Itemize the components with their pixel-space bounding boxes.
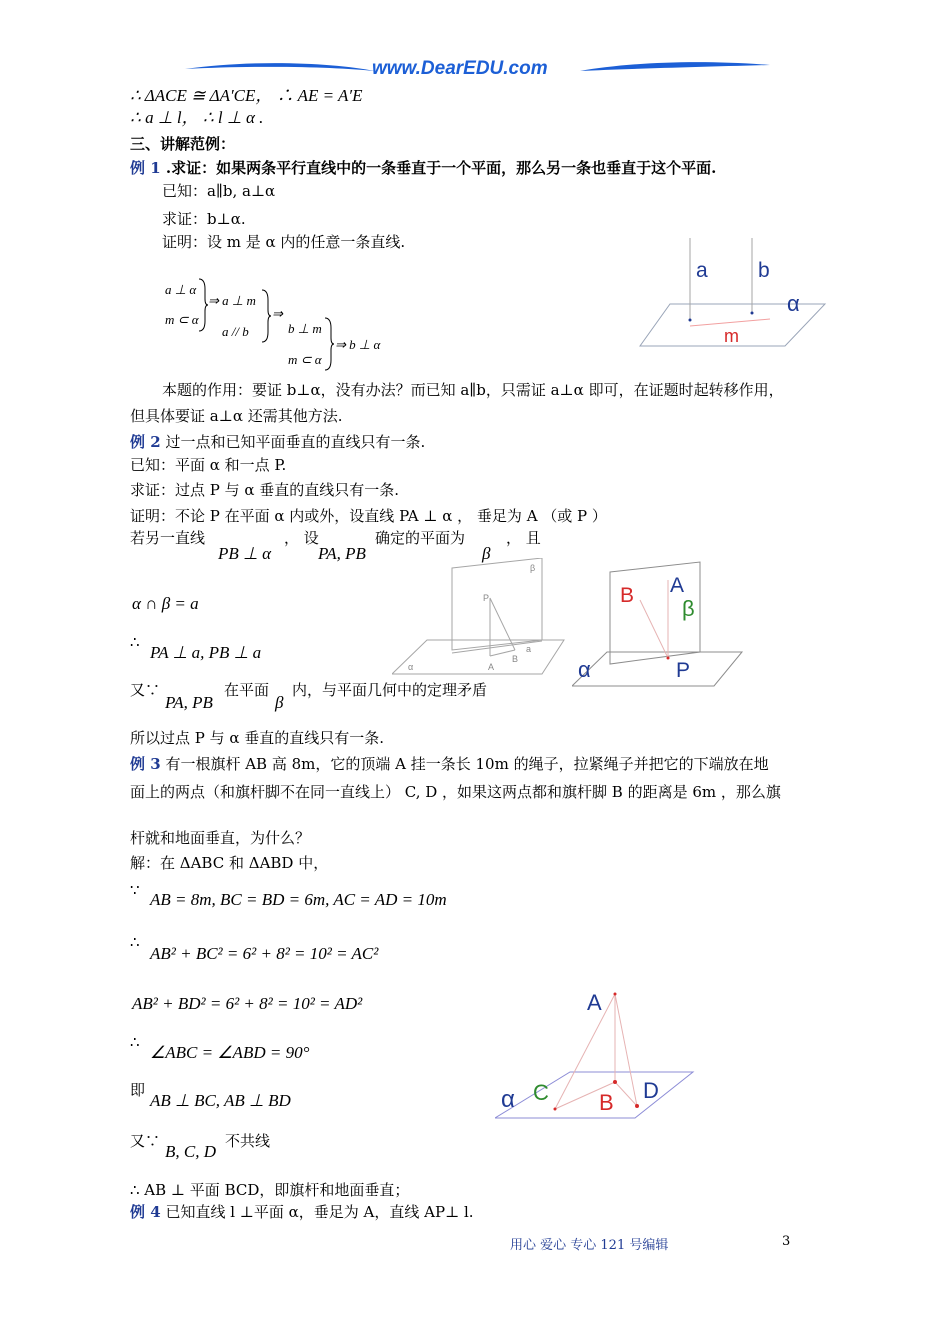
ex1-remark-1: 本题的作用：要证 b⊥α，没有办法？而已知 a∥b，只需证 a⊥α 即可，在证题时起转移作用， (162, 381, 784, 399)
ex4-label: 例 4 (130, 1203, 161, 1221)
ex2-proof-2f: β (482, 544, 491, 563)
ex3-eq1: AB = 8m, BC = BD = 6m, AC = AD = 10m (150, 890, 447, 909)
ex1-label-alpha: α (787, 291, 800, 316)
brace-2-icon (260, 288, 272, 344)
ex2-proof-2g: ， 且 (506, 529, 541, 547)
ex3-final: ∴ AB ⊥ 平面 BCD，即旗杆和地面垂直； (130, 1181, 410, 1199)
ex2-also-beta: β (275, 693, 284, 712)
ex3-solution-intro: 解：在 ΔABC 和 ΔABD 中， (130, 854, 329, 872)
ex3-label-D: D (643, 1078, 659, 1103)
ex3-therefore: ∴ (130, 933, 140, 951)
ex3-also: 又∵ (130, 1132, 161, 1150)
section-title: 三、讲解范例： (130, 135, 236, 153)
site-link[interactable]: www.DearEDU.com (372, 58, 548, 79)
ex2-big-A: A (670, 574, 685, 597)
ex3-label-alpha: α (501, 1086, 515, 1113)
chain-c1a: a ⊥ α (165, 282, 197, 297)
ex1-line-m (690, 319, 770, 326)
ex2-big-beta: β (682, 596, 695, 621)
ex2-big-alpha: α (578, 657, 591, 682)
ex2-line (130, 432, 425, 452)
ex1-statement: .求证：如果两条平行直线中的一条垂直于一个平面，那么另一条也垂直于这个平面. (160, 159, 717, 177)
ex2-perp: PA ⊥ a, PB ⊥ a (150, 643, 262, 662)
ex1-line (130, 158, 716, 178)
ex2-big-plane-alpha (572, 652, 742, 686)
ex2-proof-2a: 若另一直线 (130, 529, 206, 547)
ex1-remark-2: 但具体要证 a⊥α 还需其他方法. (130, 407, 343, 425)
ex2-big-B: B (620, 584, 635, 607)
ex3-figure (495, 982, 700, 1122)
ex3-ie: 即 (130, 1081, 146, 1099)
ex3-label-A: A (587, 990, 602, 1015)
top-line-2: ∴ a ⊥ l， ∴ l ⊥ α . (130, 108, 264, 127)
ex2-figure-big (572, 560, 744, 690)
ex2-intersect: α ∩ β = a (132, 594, 199, 613)
ex2-small-A: A (488, 662, 495, 672)
ex3-not-collinear: 不共线 (225, 1132, 271, 1150)
ex1-prove: 求证：b⊥α. (162, 210, 246, 228)
ex2-small-P: P (483, 593, 490, 603)
ex3-statement-1: 有一根旗杆 AB 高 8m，它的顶端 A 挂一条长 10m 的绳子，拉紧绳子并把它的下端放在地 (160, 755, 769, 773)
ex2-big-P: P (676, 659, 691, 682)
ex3-statement-3: 杆就和地面垂直，为什么？ (130, 829, 311, 847)
ex3-eq4: ∠ABC = ∠ABD = 90° (150, 1043, 310, 1062)
ex3-eq3: AB² + BD² = 6² + 8² = 10² = AD² (132, 994, 363, 1013)
ex3-therefore-2: ∴ (130, 1033, 140, 1051)
ex3-eq2: AB² + BC² = 6² + 8² = 10² = AC² (150, 944, 379, 963)
ex1-proof-intro: 证明：设 m 是 α 内的任意一条直线. (162, 233, 406, 251)
ex2-proof-2d: PA, PB (318, 544, 366, 563)
ex2-proof-2c: ， 设 (284, 529, 319, 547)
ex4-line (130, 1202, 474, 1222)
ex2-small-B: B (512, 654, 519, 664)
brace-3-icon (323, 316, 335, 372)
chain-c3b: m ⊂ α (288, 352, 322, 367)
ex3-plane-alpha (495, 1072, 693, 1118)
ex2-label: 例 2 (130, 433, 161, 451)
ex1-given: 已知：a∥b, a⊥α (162, 182, 276, 200)
ex2-proof-1: 证明：不论 P 在平面 α 内或外，设直线 PA ⊥ α ， 垂足为 A （或 P ） (130, 507, 607, 525)
chain-r1: ⇒ a ⊥ m (208, 293, 256, 308)
ex3-label-B: B (599, 1090, 614, 1115)
ex2-also: 又∵ (130, 681, 161, 699)
ex2-proof-2e: 确定的平面为 (375, 529, 466, 547)
ex1-label-b: b (758, 259, 770, 282)
ex2-small-alpha: α (408, 662, 414, 672)
chain-r3: ⇒ b ⊥ α (335, 337, 381, 352)
top-line-1: ∴ ΔACE ≅ ΔA′CE， ∴ AE = A′E (130, 86, 363, 105)
footer-text: 用心 爱心 专心 121 号编辑 (510, 1238, 669, 1253)
ex2-also-rest: 内，与平面几何中的定理矛盾 (292, 681, 488, 699)
ex2-given: 已知：平面 α 和一点 P. (130, 456, 287, 474)
ex1-label-a: a (696, 259, 708, 282)
chain-c2b: a // b (222, 324, 249, 339)
ex2-proof-2b: PB ⊥ α (218, 544, 272, 563)
ex1-label: 例 1 (130, 159, 161, 177)
ex3-eq5: AB ⊥ BC, AB ⊥ BD (150, 1091, 291, 1110)
ex2-also-text: 在平面 (224, 681, 270, 699)
ex2-small-plane-alpha (392, 640, 564, 674)
ex2-also-expr: PA, PB (165, 693, 213, 712)
ex3-eq6: B, C, D (165, 1142, 216, 1161)
ex4-statement: 已知直线 l ⊥平面 α，垂足为 A，直线 AP⊥ l. (160, 1203, 474, 1221)
page-number: 3 (782, 1234, 791, 1249)
ex2-prove: 求证：过点 P 与 α 垂直的直线只有一条. (130, 481, 400, 499)
ex1-label-m: m (724, 326, 739, 346)
ex3-because: ∵ (130, 881, 140, 899)
ex2-statement: 过一点和已知平面垂直的直线只有一条. (160, 433, 426, 451)
ex2-small-plane-beta (452, 558, 542, 650)
ex1-figure (635, 238, 835, 350)
ex2-small-a: a (526, 644, 532, 654)
ex3-label-C: C (533, 1080, 549, 1105)
ex2-figure-small (392, 558, 572, 688)
chain-c1b: m ⊂ α (165, 312, 199, 327)
chain-c3a: b ⊥ m (288, 321, 322, 336)
ex2-small-beta: β (530, 563, 536, 573)
ex3-label: 例 3 (130, 755, 161, 773)
ex2-therefore: ∴ (130, 633, 140, 651)
ex3-statement-2: 面上的两点（和旗杆脚不在同一直线上） C, D ，如果这两点都和旗杆脚 B 的距离是 6m ，那么旗 (130, 783, 781, 801)
ex2-conclusion: 所以过点 P 与 α 垂直的直线只有一条. (130, 729, 385, 747)
ex3-line-1 (130, 754, 769, 774)
chain-r2: ⇒ (272, 306, 283, 321)
